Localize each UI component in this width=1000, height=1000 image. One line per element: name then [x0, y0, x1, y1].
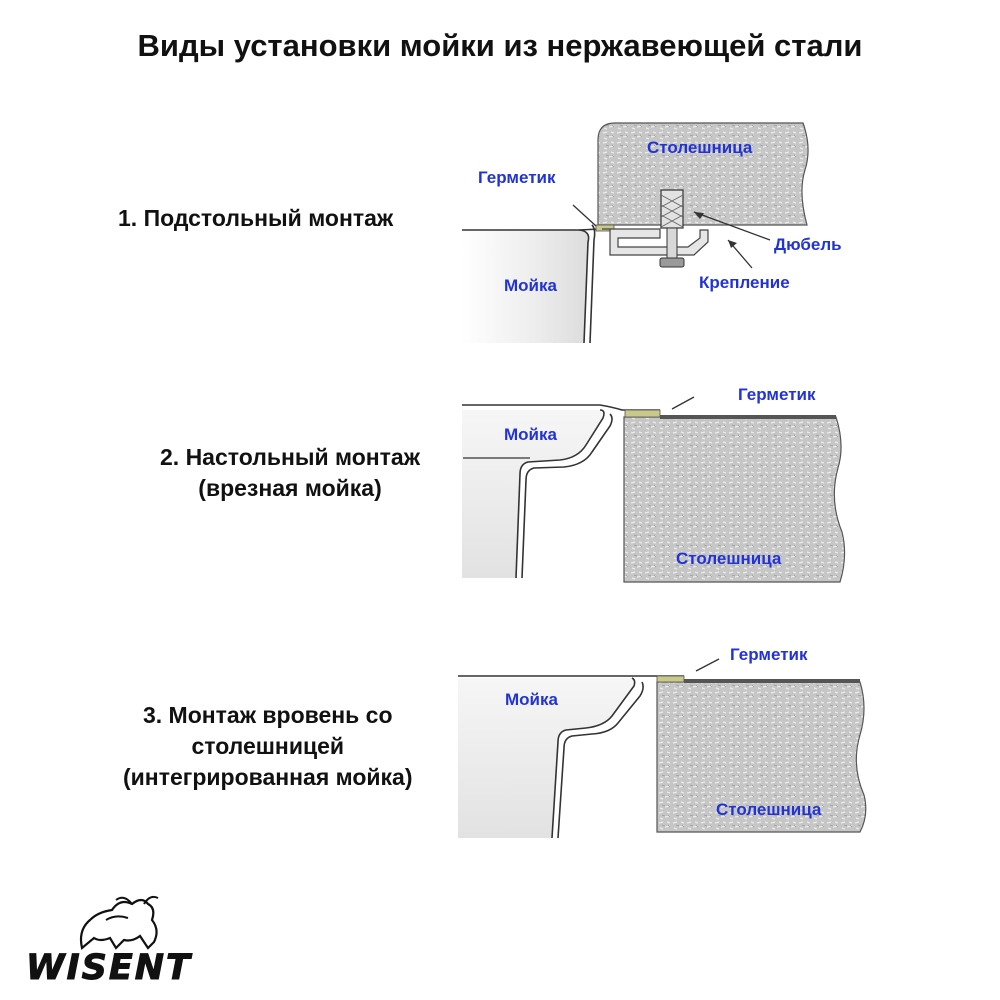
- method-2-label: [160, 442, 420, 504]
- countertop-label-1: Столешница: [647, 138, 753, 157]
- sink-label-2: Мойка: [504, 425, 557, 444]
- diagram-undermount: [462, 123, 808, 343]
- page-title: Виды установки мойки из нержавеющей стали: [137, 28, 863, 63]
- method-1-label: [118, 203, 393, 234]
- method-2-line-1: 2. Настольный монтаж: [160, 444, 421, 470]
- dowel-screw: [667, 228, 677, 258]
- sealant-label-2: Герметик: [738, 385, 816, 404]
- mount-label: Крепление: [699, 273, 790, 292]
- sealant-label-3: Герметик: [730, 645, 808, 664]
- brand-logo: WISENT: [26, 948, 192, 988]
- mount-bracket: [602, 229, 708, 255]
- method-3-line-2: столешницей: [191, 733, 345, 759]
- dowel-nut: [660, 258, 684, 267]
- countertop-label-3: Столешница: [716, 800, 822, 819]
- method-2-line-2: (врезная мойка): [198, 475, 382, 501]
- method-1-line-1: 1. Подстольный монтаж: [118, 205, 394, 231]
- sink-label-1: Мойка: [504, 276, 557, 295]
- sealant-3: [657, 676, 684, 682]
- sealant-label-1: Герметик: [478, 168, 556, 187]
- sealant-2: [625, 410, 660, 417]
- countertop-label-2: Столешница: [676, 549, 782, 568]
- dowel-body: [661, 190, 683, 228]
- method-3-line-1: 3. Монтаж вровень со: [142, 702, 393, 728]
- method-3-line-3: (интегрированная мойка): [123, 764, 413, 790]
- method-3-label: [123, 700, 413, 793]
- dowel-label: Дюбель: [774, 235, 842, 254]
- sink-label-3: Мойка: [505, 690, 558, 709]
